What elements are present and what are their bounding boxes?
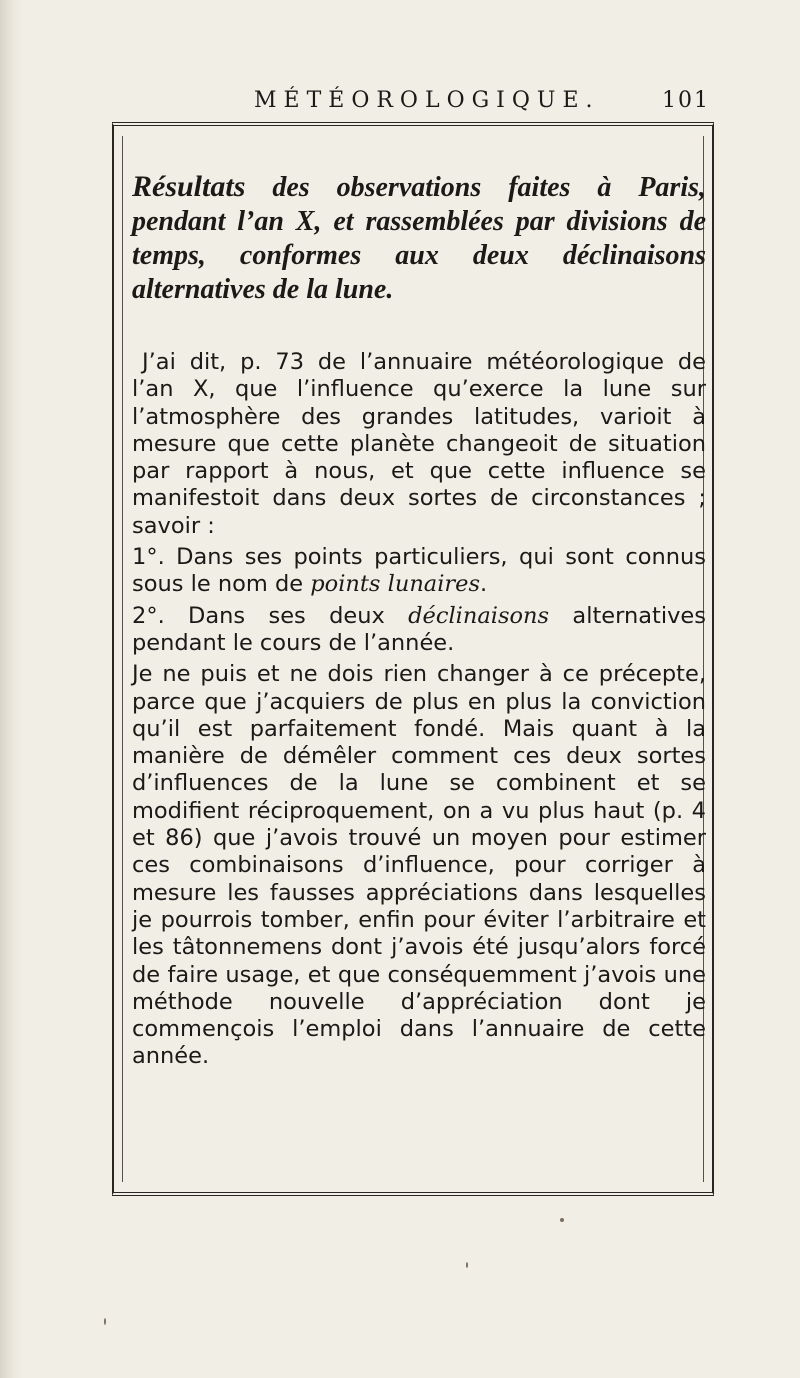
running-head xyxy=(120,88,710,118)
paragraph-main: Je ne puis et ne dois rien changer à ce précepte, parce que j’acquiers de plus en plus la conviction qu’il est parfaitement fondé. Mais quant à la manière de démêler comment ces deux sortes d’influences de la lune se combinent et se modifient réciproquement, on a vu plus haut (p. 4 et 86) que j’avois trouvé un moyen pour estimer ces combinaisons d’influence, pour corriger à mesure les fausses appréciations dans lesquelles je pourrois tomber, enfin pour éviter l’arbitraire et les tâtonnemens dont j’avois été jusqu’alors forcé de faire usage, et que conséquemment j’avois une méthode nouvelle d’appréciation dont je commençois l’emploi dans l’annuaire de cette année. xyxy=(132,661,706,1070)
page-gutter xyxy=(0,0,22,1378)
paragraph-intro: J’ai dit, p. 73 de l’annuaire météorologique de l’an X, que l’influence qu’exerce la lune sur l’atmosphère des grandes latitudes, varioit à mesure que cette planète changeoit de situation par rapport à nous, et que cette influence se manifestoit dans deux sortes de circonstances ; savoir : xyxy=(132,349,706,539)
paragraph-point-2 xyxy=(132,603,706,658)
paragraph-point-1 xyxy=(132,544,706,599)
point-2-text: 2°. Dans ses deux xyxy=(132,602,409,629)
point-2-end: alternatives pendant le cours de l’année. xyxy=(132,602,706,656)
point-2-italic: déclinaisons xyxy=(408,602,550,629)
paper-speck xyxy=(104,1318,106,1325)
point-1-text: 1°. Dans ses points particuliers, qui sont connus sous le nom de xyxy=(132,544,706,598)
point-1-end: . xyxy=(480,571,488,598)
running-title: MÉTÉOROLOGIQUE. xyxy=(254,88,600,113)
text-block xyxy=(132,170,706,1071)
paper-speck xyxy=(466,1262,468,1268)
point-1-italic: points lunaires xyxy=(310,571,481,598)
section-heading xyxy=(132,170,706,307)
heading-lead-word: Résultats xyxy=(132,170,246,203)
paper-speck xyxy=(560,1218,564,1222)
heading-rest: des observations faites à Paris, pendant l’an X, et rassemblées par divisions de temps, conformes aux deux déclinaisons alternatives de la lune. xyxy=(132,172,706,305)
page-number: 101 xyxy=(662,88,710,113)
